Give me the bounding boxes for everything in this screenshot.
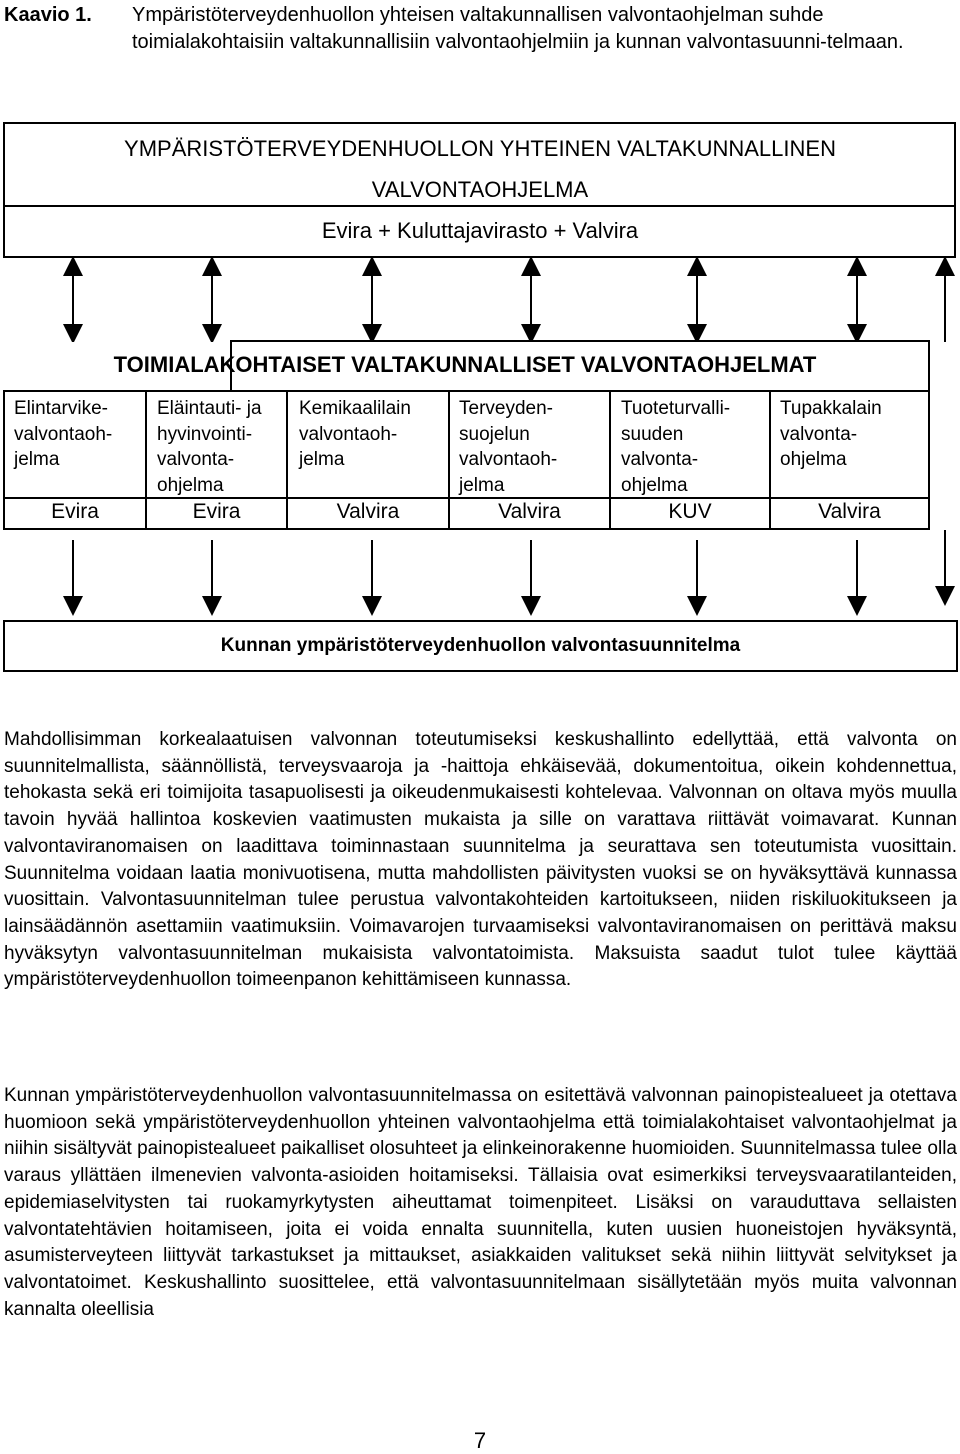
arrows-upper (0, 256, 960, 342)
figure-caption-text: Ympäristöterveydenhuollon yhteisen valtakunnallisen valvontaohjelman suhde toimialakohtaisiin valtakunnallisiin valvontaohjelmiin ja kunnan valvontasuunni-telmaan. (132, 4, 904, 53)
national-program-title-line1: YMPÄRISTÖTERVEYDENHUOLLON YHTEINEN VALTAKUNNALLINEN (124, 136, 836, 161)
figure-caption (4, 2, 954, 56)
paragraph-2: Kunnan ympäristöterveydenhuollon valvontasuunnitelmassa on esitettävä valvonnan painopistealueet ja otettava huomioon sekä ympäristöterveydenhuollon yhteinen valvontaohjelma että toimialakohtaiset valvontaohjelmat ja niihin sisältyvät painopistealueet paikalliset olosuhteet ja elinkeinorakenne huomioiden. Suunnitelmassa tulee olla varaus yllättäen ilmenevien valvonta-asioiden hoitamiseksi. Tällaisia ovat esimerkiksi terveysvaaratilanteiden, epidemiaselvitysten tai ruokamyrkytysten aiheuttamat toimenpiteet. Lisäksi on varauduttava sellaisten valvontatehtävien hoitamiseen, joita ei voida ennalta suunnitella, kuten uusien huoneistojen hyväksyntä, asumisterveyteen liittyvät tarkastukset ja mittaukset, asiakkaiden valitukset sekä niihin liittyvät selvitykset ja valvontatoimet. Keskushallinto suosittelee, että valvontasuunnitelmaan sisällytetään myös muita valvonnan kannalta oleellisia (4, 1085, 957, 1320)
sector-programs-title: TOIMIALAKOHTAISET VALTAKUNNALLISET VALVONTAOHJELMAT (113, 352, 817, 377)
arrows-lower (0, 530, 960, 622)
paragraph-1: Mahdollisimman korkealaatuisen valvonnan toteutumiseksi keskushallinto edellyttää, että valvonta on suunnitelmallista, säännöllistä, terveysvaaroja ja -haittoja ehkäisevää, dokumentoitua, oikein kohdennettua, tehokasta sekä eri toimijoita tasapuolisesti ja oikeudenmukaisesti kohtelevaa. Valvonnan on oltava myös muulla tavoin hyvää hallintoa koskevien vaatimusten mukaista ja sille on varattava riittävät voimavarat. Kunnan valvontaviranomaisen on laadittava toiminnastaan suunnitelma ja seurattava sen toteutumista vuosittain. Suunnitelma voidaan laatia monivuotisena, mutta mahdollisten päivitysten vuoksi se on hyväksyttävä kunnassa vuosittain. Valvontasuunnitelman tulee perustua valvontakohteiden kartoitukseen, niiden riskiluokitukseen ja lainsäädännön asettamiin vaatimuksiin. Voimavarojen turvaamiseksi valvontaviranomaisen on perittävä maksu hyväksytyn valvontasuunnitelman mukaisista valvontatoimista. Maksuista saadut tulot tulee käyttää ympäristöterveydenhuollon toimeenpanon kehittämiseen kunnassa. (4, 729, 957, 991)
sector-box-title-divider (3, 390, 930, 392)
national-program-divider (3, 205, 956, 207)
sector-box-top-border (230, 340, 930, 342)
figure-label: Kaavio 1. (4, 4, 92, 26)
program-kemikaali: Kemikaalilain valvontaoh- jelma (299, 398, 411, 470)
program-elaintauti: Eläintauti- ja hyvinvointi- valvonta- ohjelma (157, 398, 262, 496)
municipal-plan-box: Kunnan ympäristöterveydenhuollon valvontasuunnitelma (3, 620, 958, 672)
agency-elaintauti: Evira (192, 500, 241, 523)
agency-tuoteturvallisuus: KUV (668, 500, 712, 523)
agency-kemikaali: Valvira (336, 500, 400, 523)
agency-terveydensuojelu: Valvira (498, 500, 561, 523)
agency-tupakkalaki: Valvira (818, 500, 881, 523)
agency-elintarvike: Evira (51, 500, 99, 523)
national-program-title-line2: VALVONTAOHJELMA (371, 177, 589, 202)
program-elintarvike: Elintarvike- valvontaoh- jelma (14, 398, 113, 470)
page-number: 7 (473, 1428, 487, 1453)
program-tuoteturvallisuus: Tuoteturvalli- suuden valvonta- ohjelma (621, 398, 731, 496)
program-terveydensuojelu: Terveyden- suojelun valvontaoh- jelma (459, 398, 558, 496)
program-tupakkalaki: Tupakkalain valvonta- ohjelma (780, 398, 882, 470)
national-program-agencies: Evira + Kuluttajavirasto + Valvira (321, 218, 639, 243)
